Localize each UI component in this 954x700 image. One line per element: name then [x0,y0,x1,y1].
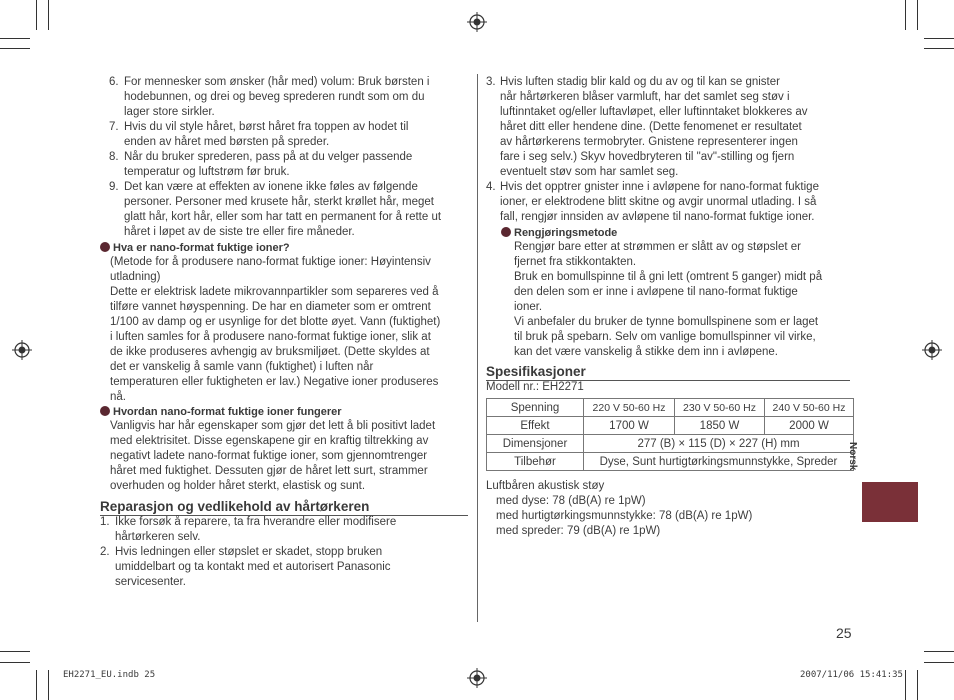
crop-mark-icon [917,0,918,30]
bullet-icon [100,242,110,252]
crop-mark-icon [905,670,906,700]
table-cell: 1850 W [675,417,765,435]
list-item: 7. Hvis du vil style håret, børst håret fra toppen av hodet til enden av håret med børsten på spreder. [109,121,409,148]
bullet-icon [501,227,511,237]
crop-mark-icon [48,670,49,700]
language-tab [862,482,918,522]
crop-mark-icon [0,48,30,49]
table-row [487,435,854,453]
page-number: 25 [836,625,852,641]
list-item: 2. Hvis ledningen eller støpslet er skadet, stopp bruken umiddelbart og ta kontakt med et autorisert Panasonic servicesenter. [100,546,391,588]
table-cell: 240 V 50-60 Hz [765,399,854,417]
paragraph: (Metode for å produsere nano-format fuktige ioner: Høyintensiv utladning) Dette er elektrisk ladete mikrovannpartikler som separeres ved å tilføre vannet høyspenning. De har en diameter som er omtrent 1/100 av damp og er usynlige for det blotte øyet. Vann (fuktighet) i luften samles for å produsere nano-format fuktige ioner, slik at de ikke produseres avhengig av bruksmiljøet. (Dette skyldes at det er vanskelig å samle vann (fuktighet) i luften når temperaturen eller fuktigheten er lav.) Negative ioner produseres nå. [110,256,441,403]
crop-mark-icon [36,0,37,30]
section-heading-repair: Reparasjon og vedlikehold av hårtørkeren [100,499,370,514]
registration-mark-icon [12,340,32,360]
table-cell: 277 (B) × 115 (D) × 227 (H) mm [584,435,854,453]
crop-mark-icon [0,651,30,652]
list-item: 9. Det kan være at effekten av ionene ikke føles av følgende personer. Personer med krusete hår, sterkt krøllet hår, meget glatt hår, kort hår, eller som har tatt en permanent for å rette ut håret i løpet av de siste tre eller fire måneder. [109,181,442,238]
crop-mark-icon [36,670,37,700]
table-cell: Dyse, Sunt hurtigtørkingsmunnstykke, Spreder [584,453,854,471]
paragraph: med dyse: 78 (dB(A) re 1pW) med hurtigtørkingsmunnstykke: 78 (dB(A) re 1pW) med spreder: 79 (dB(A) re 1pW) [496,495,753,537]
crop-mark-icon [0,38,30,39]
list-item: 3. Hvis luften stadig blir kald og du av og til kan se gnister når hårtørkeren blåser varmluft, har det samlet seg støv i luftinntaket og/eller luftavløpet, eller luftinntaket blokkeres av håret ditt eller hendene dine. (Dette fenomenet er resultatet av hårtørkerens termobryter. Gnistene representerer ingen fare i seg selv.) Skyv hovedbryteren til "av"-stilling og fjern eventuelt støv som har samlet seg. [486,76,808,178]
table-cell: 220 V 50-60 Hz [584,399,675,417]
registration-mark-icon [467,668,487,688]
table-row [487,417,854,435]
table-row [487,399,854,417]
registration-mark-icon [467,12,487,32]
table-cell-label: Tilbehør [487,453,584,471]
crop-mark-icon [924,38,954,39]
section-heading-specs: Spesifikasjoner [486,364,586,379]
section-bullet-heading: Hva er nano-format fuktige ioner? [100,241,290,255]
crop-mark-icon [0,662,30,663]
registration-mark-icon [922,340,942,360]
footer-timestamp: 2007/11/06 15:41:35 [800,670,903,680]
spec-table [486,398,854,471]
table-cell: 2000 W [765,417,854,435]
noise-title: Luftbåren akustisk støy [486,480,605,492]
paragraph: Vanligvis har hår egenskaper som gjør det lett å bli positivt ladet med elektrisitet. Disse egenskapene gir en kraftig tiltrekking av negativt ladete nano-format fuktige ioner, som gjennomtrenger håret med fuktighet. Dessuten gjør de håret lett surt, strammer overhuden og holder håret sterkt, elastisk og sunt. [110,420,436,492]
table-cell: 1700 W [584,417,675,435]
crop-mark-icon [917,670,918,700]
table-cell-label: Effekt [487,417,584,435]
crop-mark-icon [48,0,49,30]
table-cell-label: Spenning [487,399,584,417]
list-item: 1. Ikke forsøk å reparere, ta fra hverandre eller modifisere hårtørkeren selv. [100,516,397,543]
crop-mark-icon [905,0,906,30]
footer-file-info: EH2271_EU.indb 25 [63,670,156,680]
bullet-icon [100,406,110,416]
crop-mark-icon [924,651,954,652]
column-divider [477,74,478,622]
crop-mark-icon [924,662,954,663]
table-row [487,453,854,471]
table-cell-label: Dimensjoner [487,435,584,453]
list-item: 6. For mennesker som ønsker (hår med) volum: Bruk børsten i hodebunnen, og drei og beveg sprederen rundt som om du lager store sirkler. [109,76,430,118]
list-item: 4. Hvis det opptrer gnister inne i avløpene for nano-format fuktige ioner, er elektrodene blitt skitne og avgir unormal utlading. I så fall, rengjør innsiden av avløpene til nano-format fuktige ioner. [486,181,819,223]
crop-mark-icon [924,48,954,49]
model-number: Modell nr.: EH2271 [486,381,584,393]
list-item: 8. Når du bruker sprederen, pass på at du velger passende temperatur og luftstrøm før bruk. [109,151,413,178]
section-bullet-heading: Rengjøringsmetode [501,226,617,240]
table-cell: 230 V 50-60 Hz [675,399,765,417]
language-tab-label: Norsk [847,442,858,471]
section-bullet-heading: Hvordan nano-format fuktige ioner fungerer [100,405,342,419]
paragraph: Rengjør bare etter at strømmen er slått av og støpslet er fjernet fra stikkontakten. Bruk en bomullspinne til å gni lett (omtrent 5 ganger) midt på den delen som er inne i avløpene til nano-format fuktige ioner. Vi anbefaler du bruker de tynne bomullspinene som er laget til bruk på spebarn. Selv om vanlige bomullspinner vil virke, kan det være vanskelig å stikke dem inn i avløpene. [514,241,823,358]
